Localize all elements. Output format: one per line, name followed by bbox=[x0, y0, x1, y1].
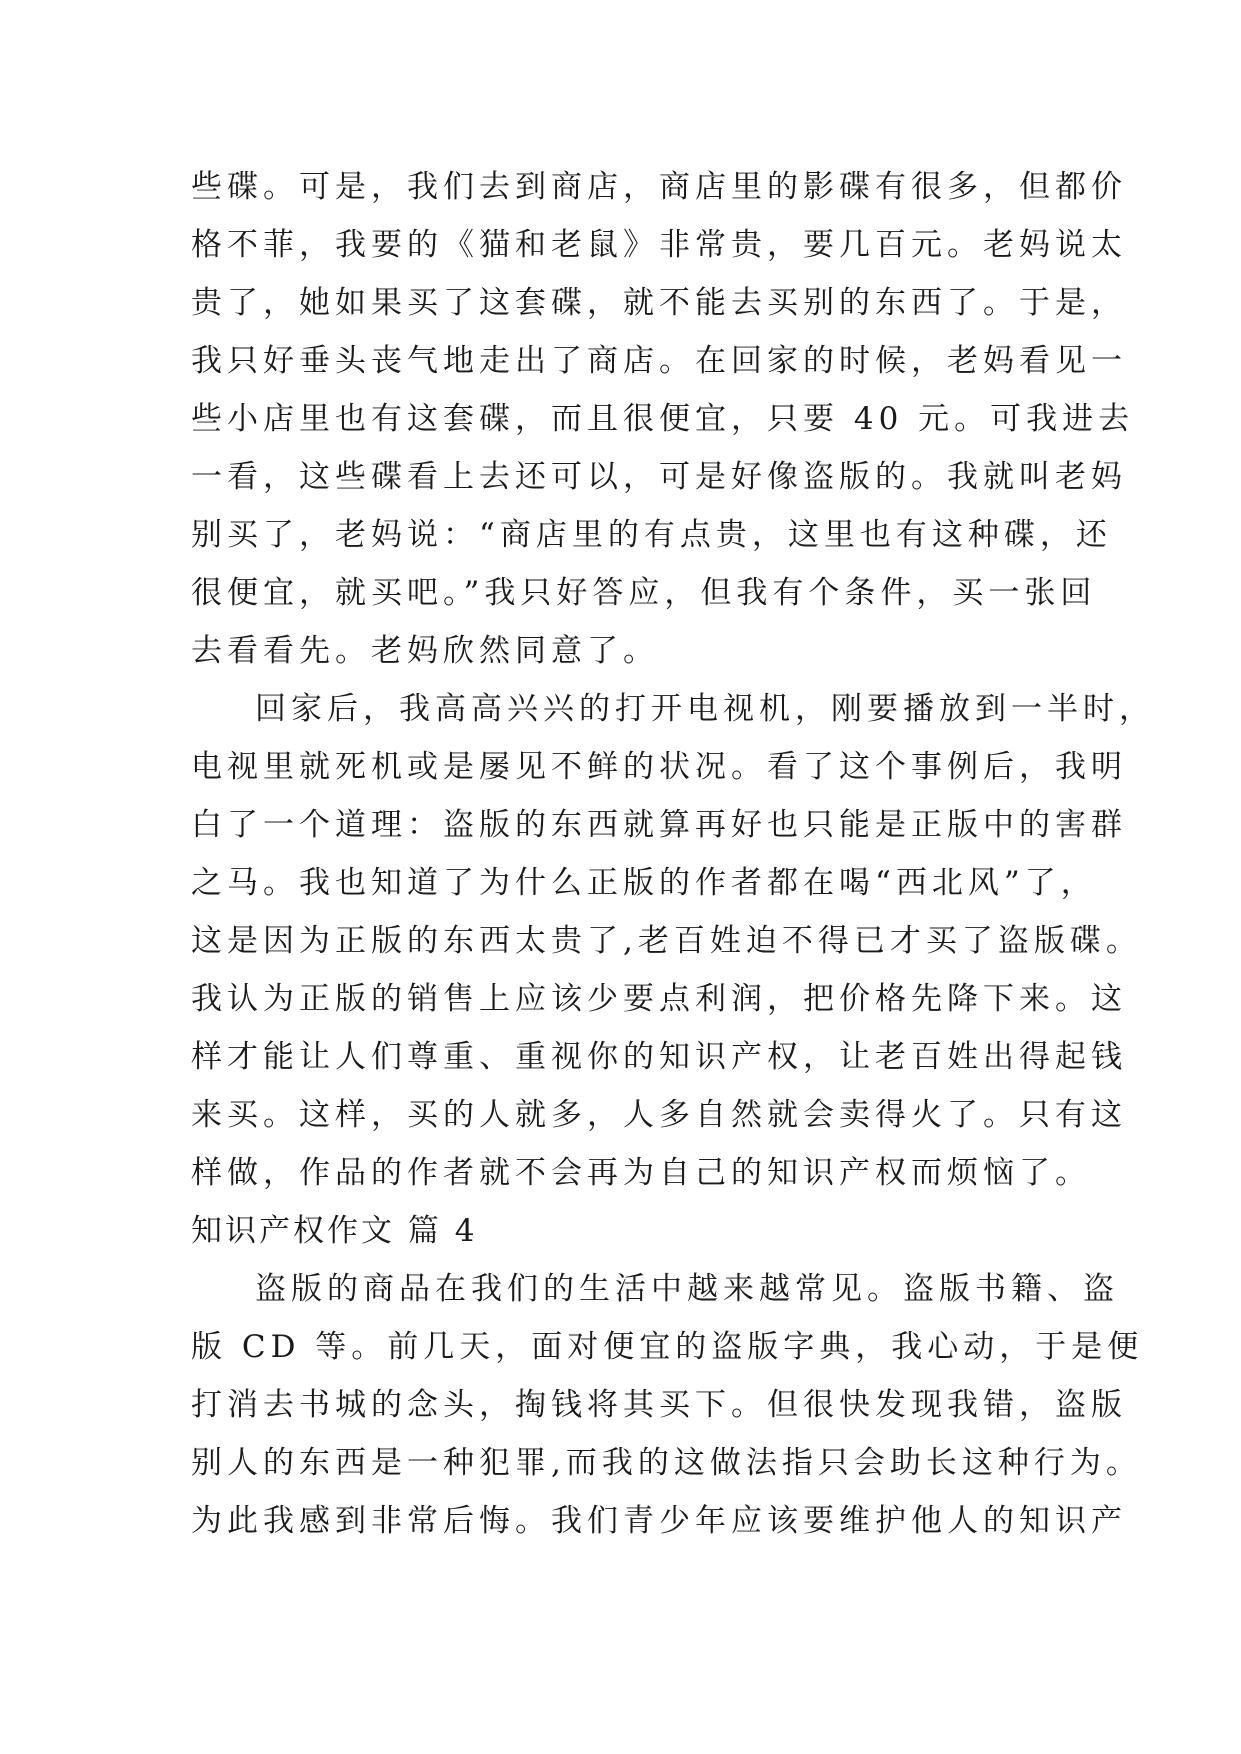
text-line: 去看看先。老妈欣然同意了。 bbox=[191, 633, 659, 669]
text-line: 回家后，我高高兴兴的打开电视机，刚要播放到一半时， bbox=[255, 691, 1155, 727]
text-line: 些碟。可是，我们去到商店，商店里的影碟有很多，但都价 bbox=[191, 169, 1127, 205]
text-line: 样做，作品的作者就不会再为自己的知识产权而烦恼了。 bbox=[191, 1155, 1091, 1191]
text-line: 别人的东西是一种犯罪,而我的这做法指只会助长这种行为。 bbox=[191, 1445, 1142, 1481]
text-line: 电视里就死机或是屡见不鲜的状况。看了这个事例后，我明 bbox=[191, 749, 1127, 785]
text-line: 些小店里也有这套碟，而且很便宜，只要 40 元。可我进去 bbox=[191, 401, 1135, 437]
paragraph-2 bbox=[191, 680, 1155, 1202]
text-line: 我只好垂头丧气地走出了商店。在回家的时候，老妈看见一 bbox=[191, 343, 1127, 379]
text-line: 我认为正版的销售上应该少要点利润，把价格先降下来。这 bbox=[191, 981, 1127, 1017]
text-line: 很便宜，就买吧。”我只好答应，但我有个条件，买一张回 bbox=[191, 575, 1097, 611]
text-line: 别买了，老妈说：“商店里的有点贵，这里也有这种碟，还 bbox=[191, 517, 1112, 553]
text-line: 格不菲，我要的《猫和老鼠》非常贵，要几百元。老妈说太 bbox=[191, 227, 1127, 263]
text-line: 来买。这样，买的人就多，人多自然就会卖得火了。只有这 bbox=[191, 1097, 1127, 1133]
paragraph-3 bbox=[191, 1260, 1144, 1550]
text-line: 盗版的商品在我们的生活中越来越常见。盗版书籍、盗 bbox=[255, 1271, 1119, 1307]
paragraph-1 bbox=[191, 158, 1135, 680]
text-line: 贵了，她如果买了这套碟，就不能去买别的东西了。于是， bbox=[191, 285, 1127, 321]
text-line: 一看，这些碟看上去还可以，可是好像盗版的。我就叫老妈 bbox=[191, 459, 1127, 495]
text-line: 版 CD 等。前几天，面对便宜的盗版字典，我心动，于是便 bbox=[191, 1329, 1144, 1365]
section-heading: 知识产权作文 篇 4 bbox=[191, 1213, 478, 1249]
text-line: 为此我感到非常后悔。我们青少年应该要维护他人的知识产 bbox=[191, 1503, 1127, 1539]
text-line: 打消去书城的念头，掏钱将其买下。但很快发现我错，盗版 bbox=[191, 1387, 1127, 1423]
text-line: 样才能让人们尊重、重视你的知识产权，让老百姓出得起钱 bbox=[191, 1039, 1127, 1075]
text-line: 白了一个道理：盗版的东西就算再好也只能是正版中的害群 bbox=[191, 807, 1127, 843]
document-body bbox=[191, 158, 1155, 1550]
text-line: 之马。我也知道了为什么正版的作者都在喝“西北风”了， bbox=[191, 865, 1097, 901]
text-line: 这是因为正版的东西太贵了,老百姓迫不得已才买了盗版碟。 bbox=[191, 923, 1142, 959]
